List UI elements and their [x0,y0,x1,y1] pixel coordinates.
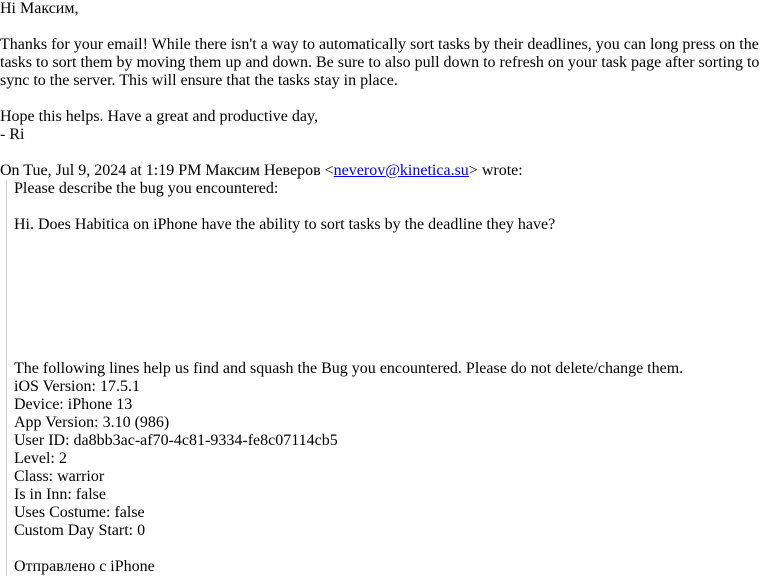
device-info-line: iOS Version: 17.5.1 [14,378,140,395]
reply-closing: Hope this helps. Have a great and productive day, [0,108,318,125]
quoted-message [6,180,784,576]
device-info-line: Is in Inn: false [14,486,106,503]
device-info-list [14,378,784,540]
quoted-sent-from: Отправлено с iPhone [14,558,155,575]
spacer [14,198,784,216]
spacer [14,540,784,558]
spacer [14,234,784,360]
device-info-line: App Version: 3.10 (986) [14,414,170,431]
spacer [0,90,784,108]
quoted-question: Hi. Does Habitica on iPhone have the ability to sort tasks by the deadline they have? [14,216,556,233]
device-info-line: Class: warrior [14,468,105,485]
reply-signature: - Ri [0,126,25,143]
device-info-line: Level: 2 [14,450,67,467]
quote-attribution-suffix: > wrote: [468,162,523,179]
device-info-line: Device: iPhone 13 [14,396,133,413]
device-info-line: User ID: da8bb3ac-af70-4c81-9334-fe8c07114cb5 [14,432,338,449]
spacer [0,144,784,162]
quote-attribution-prefix: On Tue, Jul 9, 2024 at 1:19 PM Максим Неверов < [0,162,334,179]
device-info-line: Custom Day Start: 0 [14,522,146,539]
reply-greeting: Hi Максим, [0,0,79,17]
reply-body: Thanks for your email! While there isn't a way to automatically sort tasks by their deadlines, you can long press on the tasks to sort them by moving them up and down. Be sure to also pull down to refresh on your task page after sorting to sync to the server. This will ensure that the tasks stay in place. [0,36,760,89]
quote-attribution [0,162,784,180]
quoted-info-intro: The following lines help us find and squash the Bug you encountered. Please do not delete/change them. [14,360,684,377]
device-info-line: Uses Costume: false [14,504,145,521]
spacer [0,18,784,36]
quoted-prompt: Please describe the bug you encountered: [14,180,279,197]
sender-email-link[interactable]: neverov@kinetica.su [333,162,469,179]
